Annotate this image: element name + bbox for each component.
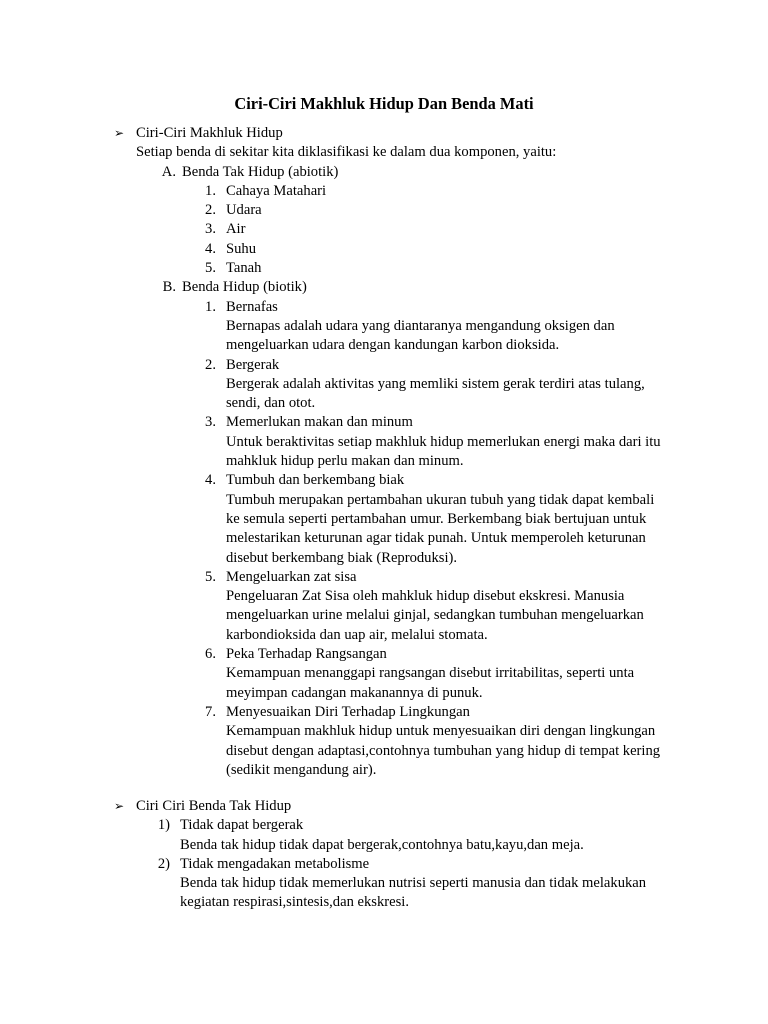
arrow-bullet-icon: ➢ — [114, 126, 125, 140]
list-item: Suhu — [226, 240, 257, 257]
list-item-desc: Pengeluaran Zat Sisa oleh mahkluk hidup disebut ekskresi. Manusia — [226, 588, 625, 605]
list-item-desc: disebut dengan adaptasi,contohnya tumbuhan yang hidup di tempat kering — [226, 742, 661, 759]
list-item-title: Tumbuh dan berkembang biak — [226, 472, 405, 489]
group-marker: B. — [162, 279, 176, 296]
list-item-title: Peka Terhadap Rangsangan — [226, 646, 387, 663]
list-item: Udara — [226, 202, 262, 219]
list-item-title: Tidak mengadakan metabolisme — [180, 855, 370, 872]
page-title: Ciri-Ciri Makhluk Hidup Dan Benda Mati — [234, 94, 534, 113]
list-item-title: Bernafas — [226, 298, 278, 315]
list-item-title: Mengeluarkan zat sisa — [226, 568, 357, 585]
list-number: 1) — [157, 817, 170, 834]
list-number: 3. — [205, 221, 216, 238]
list-number: 6. — [205, 646, 216, 663]
list-number: 4. — [205, 472, 216, 489]
list-item-title: Menyesuaikan Diri Terhadap Lingkungan — [226, 703, 470, 720]
list-item-desc: Benda tak hidup tidak memerlukan nutrisi seperti manusia dan tidak melakukan — [180, 875, 647, 892]
group-title: Benda Hidup (biotik) — [182, 279, 307, 296]
list-number: 2. — [205, 202, 216, 219]
list-item-desc: Benda tak hidup tidak dapat bergerak,contohnya batu,kayu,dan meja. — [180, 836, 584, 853]
list-item: Tanah — [226, 260, 262, 277]
list-item-desc: melestarikan keturunan agar tidak punah. Untuk memperoleh keturunan — [226, 530, 646, 547]
list-number: 3. — [205, 414, 216, 431]
section-heading: Ciri-Ciri Makhluk Hidup — [136, 125, 283, 141]
list-item-desc: Kemampuan makhluk hidup untuk menyesuaikan diri dengan lingkungan — [226, 723, 656, 740]
list-number: 5. — [205, 568, 216, 585]
list-item-desc: mahkluk hidup perlu makan dan minum. — [226, 453, 464, 470]
arrow-bullet-icon: ➢ — [114, 799, 125, 813]
list-item-desc: meyimpan cadangan makanannya di punuk. — [226, 684, 483, 701]
list-item-title: Tidak dapat bergerak — [180, 817, 304, 834]
list-item-desc: karbondioksida dan uap air, melalui stomata. — [226, 626, 488, 643]
section-benda-tak-hidup — [0, 797, 768, 913]
section-heading: Ciri Ciri Benda Tak Hidup — [136, 798, 292, 814]
section-intro: Setiap benda di sekitar kita diklasifikasi ke dalam dua komponen, yaitu: — [136, 144, 557, 161]
section-makhluk-hidup — [0, 124, 768, 780]
list-item-desc: Bernapas adalah udara yang diantaranya mengandung oksigen dan — [226, 317, 615, 334]
list-number: 1. — [205, 298, 216, 315]
list-item: Air — [226, 221, 246, 238]
group-title: Benda Tak Hidup (abiotik) — [182, 163, 339, 180]
list-number: 2. — [205, 356, 216, 373]
list-item-desc: mengeluarkan urine melalui ginjal, sedangkan tumbuhan mengeluarkan — [226, 607, 644, 624]
list-item-desc: ke semula seperti pertambahan umur. Berkembang biak bertujuan untuk — [226, 510, 647, 527]
list-item-title: Memerlukan makan dan minum — [226, 414, 413, 431]
list-number: 1. — [205, 182, 216, 199]
list-item-desc: sendi, dan otot. — [226, 395, 316, 412]
list-number: 2) — [157, 855, 170, 872]
list-number: 7. — [205, 703, 216, 720]
list-item-desc: mengeluarkan udara dengan kandungan karbon dioksida. — [226, 337, 560, 354]
list-item: Cahaya Matahari — [226, 182, 327, 199]
list-item-title: Bergerak — [226, 356, 280, 373]
list-item-desc: Bergerak adalah aktivitas yang memliki sistem gerak terdiri atas tulang, — [226, 375, 645, 392]
list-item-desc: Tumbuh merupakan pertambahan ukuran tubuh yang tidak dapat kembali — [226, 491, 655, 508]
list-item-desc: kegiatan respirasi,sintesis,dan ekskresi. — [180, 894, 409, 911]
group-marker: A. — [161, 163, 176, 180]
list-number: 4. — [205, 240, 216, 257]
list-item-desc: Untuk beraktivitas setiap makhluk hidup memerlukan energi maka dari itu — [226, 433, 661, 450]
list-item-desc: Kemampuan menanggapi rangsangan disebut irritabilitas, seperti unta — [226, 665, 635, 682]
list-number: 5. — [205, 260, 216, 277]
list-item-desc: disebut berkembang biak (Reproduksi). — [226, 549, 458, 566]
list-item-desc: (sedikit mengandung air). — [226, 761, 377, 778]
